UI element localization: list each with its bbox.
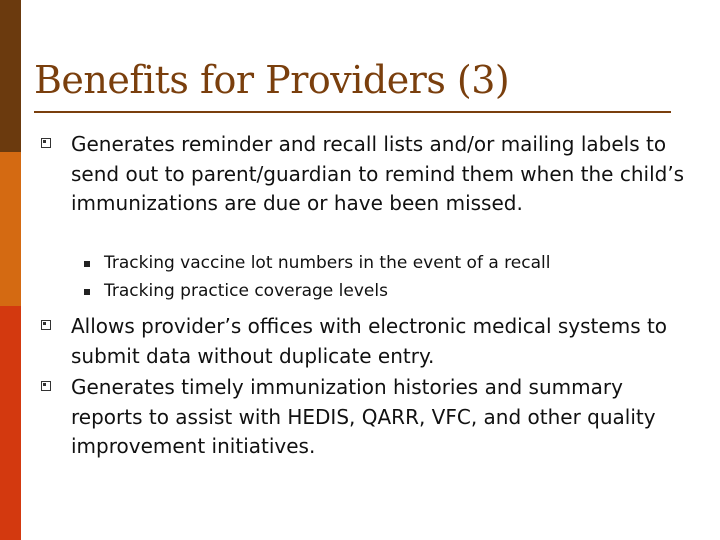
bullet-text: Allows provider’s offices with electronic medical systems to submit data without duplicate entry. <box>71 314 668 368</box>
bullet-text: Generates reminder and recall lists and/or mailing labels to send out to parent/guardian to remind them when the child’s immunizations are due or have been missed. <box>71 132 685 215</box>
band-segment-top <box>0 0 21 152</box>
slide-title: Benefits for Providers (3) <box>34 58 510 102</box>
left-color-band <box>0 0 21 540</box>
sub-bullet-text: Tracking vaccine lot numbers in the event of a recall <box>104 253 551 273</box>
hollow-square-bullet-icon <box>40 312 70 330</box>
band-segment-bottom <box>0 306 21 540</box>
bullet-item <box>40 312 686 371</box>
sub-bullet-item <box>84 277 388 305</box>
sub-bullet-item <box>84 249 550 277</box>
band-segment-middle <box>0 152 21 306</box>
title-underline <box>34 111 671 113</box>
hollow-square-bullet-icon <box>40 373 70 391</box>
filled-square-bullet-icon <box>84 289 90 295</box>
bullet-item <box>40 130 686 219</box>
bullet-text: Generates timely immunization histories and summary reports to assist with HEDIS, QARR, VFC, and other quality improvement initiatives. <box>71 375 656 458</box>
hollow-square-bullet-icon <box>40 130 70 148</box>
sub-bullet-text: Tracking practice coverage levels <box>104 281 388 301</box>
filled-square-bullet-icon <box>84 261 90 267</box>
bullet-item <box>40 373 686 462</box>
